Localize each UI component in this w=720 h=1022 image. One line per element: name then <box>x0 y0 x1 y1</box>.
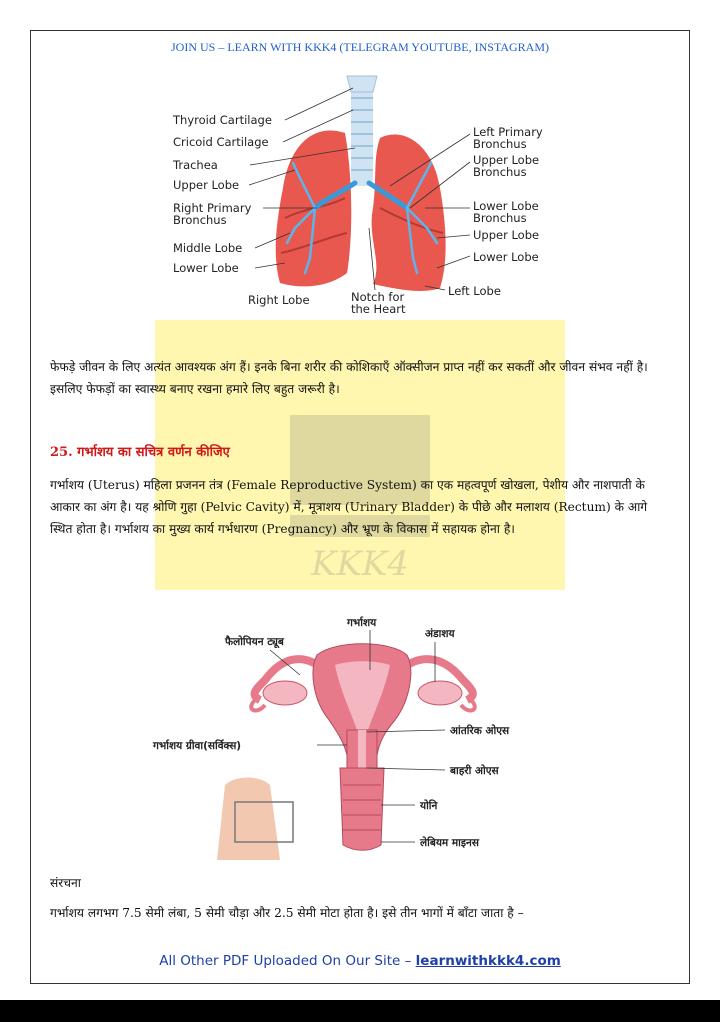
label-thyroid-cartilage: Thyroid Cartilage <box>173 113 272 127</box>
label-external-os: बाहरी ओएस <box>450 765 499 777</box>
label-upper-lobe-bronchus: Upper Lobe <box>473 153 540 167</box>
label-lower-lobe-right-lung: Lower Lobe <box>173 261 239 275</box>
label-ovary: अंडाशय <box>425 628 455 640</box>
label-upper-lobe-right-lung: Upper Lobe <box>173 178 240 192</box>
label-right-lobe: Right Lobe <box>248 293 310 307</box>
label-fallopian-tube: फैलोपियन ट्यूब <box>225 636 284 648</box>
paragraph-uterus: गर्भाशय (Uterus) महिला प्रजनन तंत्र (Female Reproductive System) का एक महत्वपूर्ण खोखला, पेशीय और नाशपाती के आकार का अंग है। यह श्रोणि गुहा (Pelvic Cavity) में, मूत्राशय (Urinary Bladder) के पीछे और मलाशय (Rectum) के आगे स्थित होता है। गर्भाशय का मुख्य कार्य गर्भधारण (Pregnancy) और भ्रूण के विकास में सहायक होना है। <box>50 478 648 536</box>
label-lower-lobe-bronchus: Lower Lobe <box>473 199 539 213</box>
label-vagina: योनि <box>420 800 438 812</box>
footer-text: All Other PDF Uploaded On Our Site – <box>159 953 412 969</box>
label-left-primary-bronchus-2: Bronchus <box>473 137 527 151</box>
label-uterus: गर्भाशय <box>347 617 377 629</box>
watermark-text: KKK4 <box>311 544 409 584</box>
structure-text: गर्भाशय लगभग 7.5 सेमी लंबा, 5 सेमी चौड़ा और 2.5 सेमी मोटा होता है। इसे तीन भागों में बाँटा जाता है – <box>50 906 524 920</box>
label-trachea: Trachea <box>173 158 218 172</box>
label-cricoid-cartilage: Cricoid Cartilage <box>173 135 269 149</box>
bottom-bar <box>0 1000 720 1022</box>
section-heading-uterus: 25. गर्भाशय का सचित्र वर्णन कीजिए <box>50 445 230 460</box>
label-left-primary-bronchus: Left Primary <box>473 125 543 139</box>
lung-diagram <box>155 58 565 320</box>
page-header: JOIN US – LEARN WITH KKK4 (TELEGRAM YOUTUBE, INSTAGRAM) <box>170 40 549 54</box>
footer-site-link[interactable]: learnwithkkk4.com <box>415 953 561 969</box>
label-upper-lobe-left-lung: Upper Lobe <box>473 228 540 242</box>
label-right-primary-bronchus: Right Primary <box>173 201 252 215</box>
label-notch-heart: Notch for <box>351 290 405 304</box>
label-cervix: गर्भाशय ग्रीवा(सर्विक्स) <box>153 740 242 752</box>
label-middle-lobe: Middle Lobe <box>173 241 243 255</box>
label-left-lobe: Left Lobe <box>448 284 501 298</box>
label-notch-heart-2: the Heart <box>351 302 406 316</box>
paragraph-lungs: फेफड़े जीवन के लिए अत्यंत आवश्यक अंग हैं। इनके बिना शरीर की कोशिकाएँ ऑक्सीजन प्राप्त नहीं कर सकतीं और जीवन संभव नहीं है। इसलिए फेफड़ों का स्वास्थ्य बनाए रखना हमारे लिए बहुत जरूरी है। <box>50 360 648 396</box>
uterus-diagram <box>85 590 650 868</box>
label-internal-os: आंतरिक ओएस <box>450 725 510 737</box>
label-lower-lobe-left-lung: Lower Lobe <box>473 250 539 264</box>
label-upper-lobe-bronchus-2: Bronchus <box>473 165 527 179</box>
page-footer <box>0 953 720 969</box>
label-lower-lobe-bronchus-2: Bronchus <box>473 211 527 225</box>
label-right-primary-bronchus-2: Bronchus <box>173 213 227 227</box>
structure-label: संरचना <box>50 876 81 890</box>
label-labia-minora: लेबियम माइनस <box>420 837 479 849</box>
